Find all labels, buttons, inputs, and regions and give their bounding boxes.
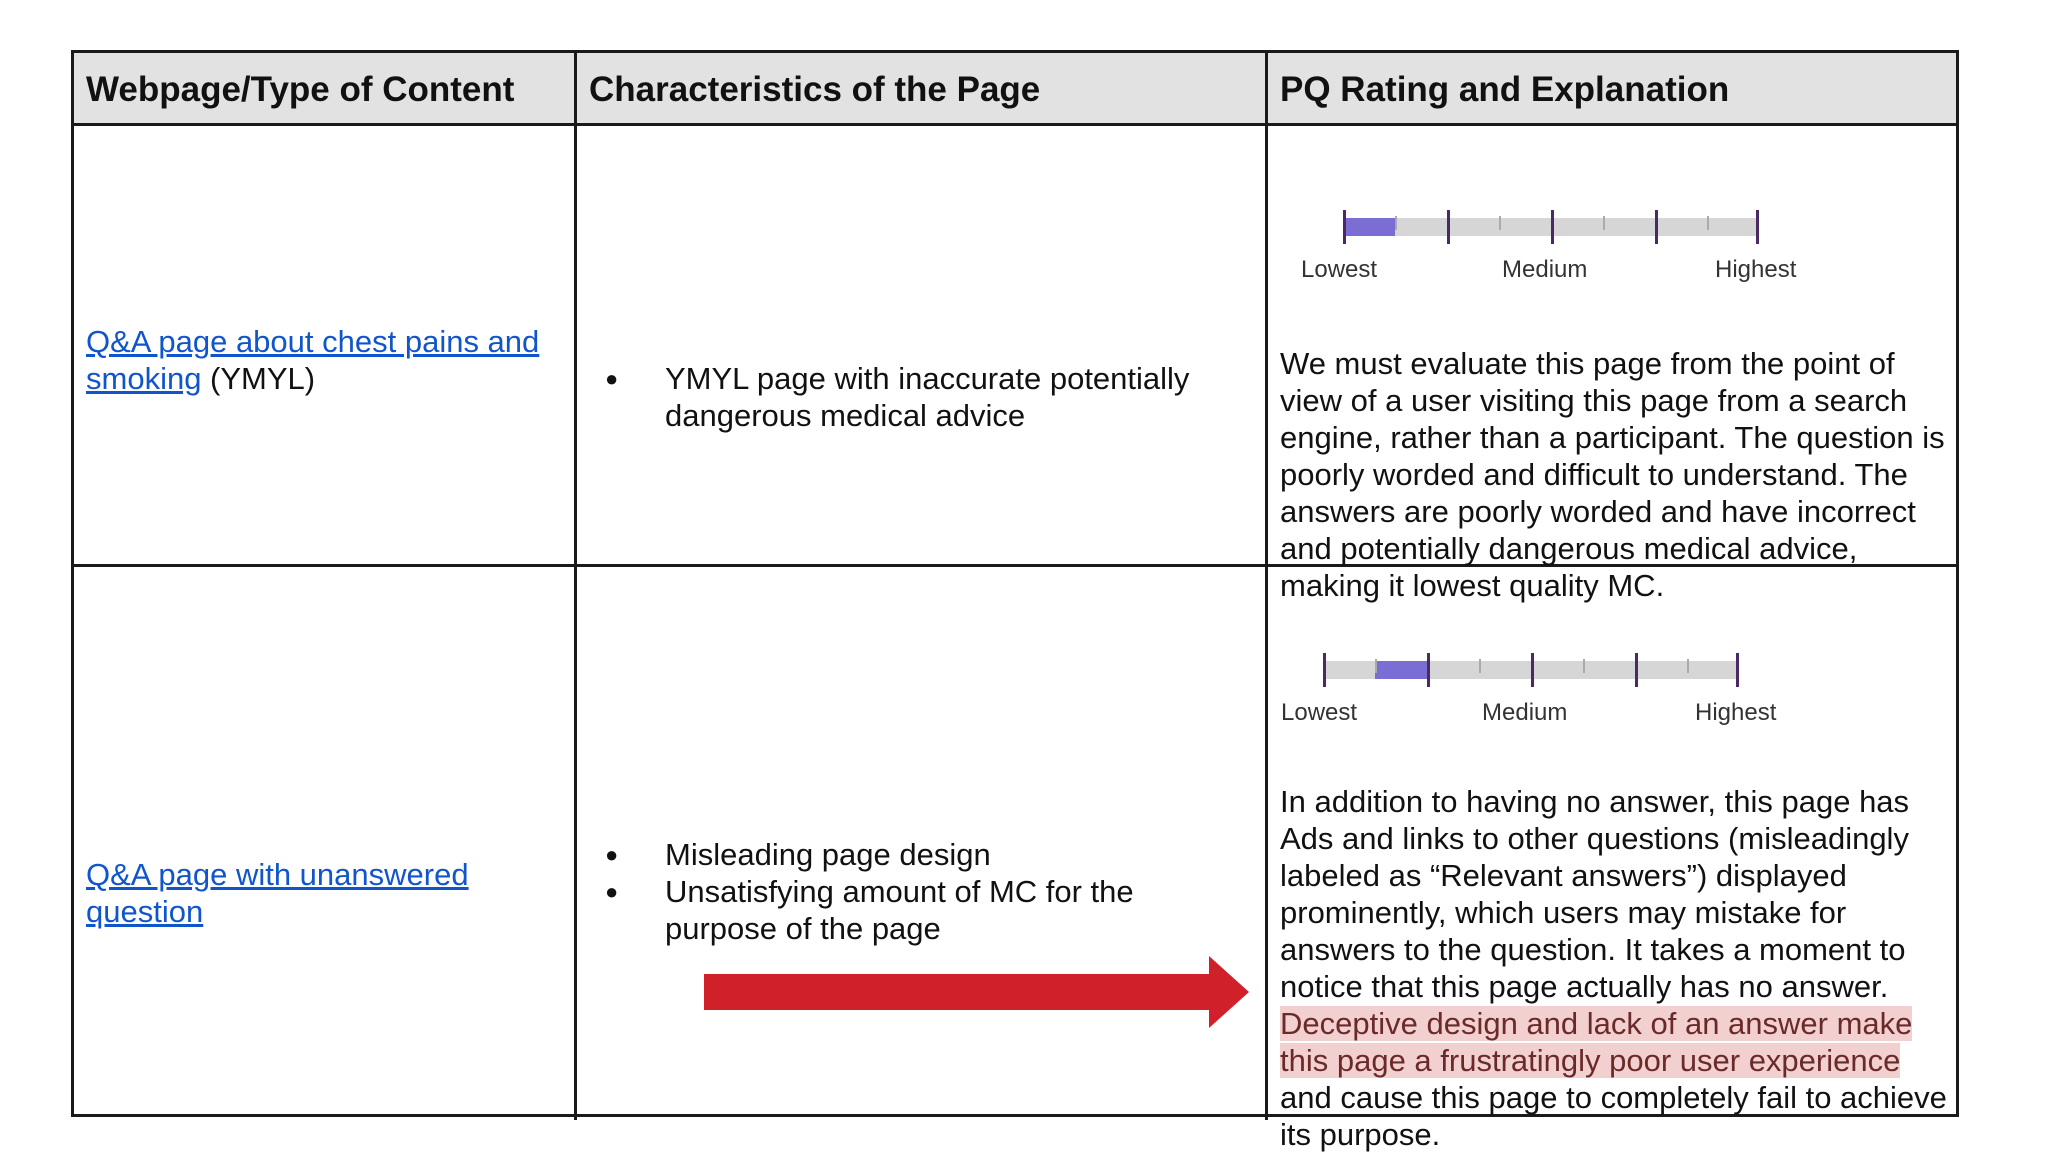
scale-label-highest: Highest [1715, 256, 1797, 283]
scale-fill [1375, 661, 1427, 679]
characteristics-cell [577, 567, 1268, 1120]
rating-cell [1268, 126, 1959, 603]
header-webpage-type: Webpage/Type of Content [74, 53, 577, 123]
header-pq-rating: PQ Rating and Explanation [1280, 70, 1730, 109]
table-row [74, 567, 1956, 1152]
characteristics-list [605, 360, 1205, 434]
chest-pains-link[interactable]: Q&A page about chest pains and smoking [86, 324, 540, 396]
scale-label-lowest: Lowest [1301, 256, 1378, 283]
characteristics-list [605, 836, 1205, 947]
rating-explanation: We must evaluate this page from the point of view of a user visiting this page from a search engine, rather than a participant. The question is poorly worded and difficult to understand. The answers are poorly worded and have incorrect and potentially dangerous medical advice, making it lowest quality MC. [1280, 346, 1945, 603]
explanation-tail: and cause this page to completely fail to achieve its purpose. [1280, 1080, 1947, 1152]
scale-label-highest: Highest [1695, 699, 1777, 726]
table-row [74, 126, 1956, 603]
unanswered-question-link[interactable]: Q&A page with unanswered question [86, 857, 469, 929]
webpage-cell [74, 567, 577, 1120]
highlighted-explanation: Deceptive design and lack of an answer make this page a frustratingly poor user experience [1280, 1006, 1913, 1078]
list-item: ● Misleading page design [605, 836, 1205, 873]
scale-label-medium: Medium [1502, 256, 1588, 283]
webpage-cell [74, 126, 577, 564]
explanation-text: In addition to having no answer, this page has Ads and links to other questions (misleadingly labeled as “Relevant answers”) displayed prominently, which users may mistake for answers to the question. It takes a moment to notice that this page actually has no answer. [1280, 784, 1910, 1004]
scale-label-medium: Medium [1482, 699, 1568, 726]
list-item: ● YMYL page with inaccurate potentially dangerous medical advice [605, 360, 1205, 434]
rating-explanation [1280, 783, 1950, 1153]
table-header-row [74, 53, 1956, 126]
scale-fill [1343, 218, 1395, 236]
characteristics-cell [577, 126, 1268, 564]
header-characteristics: Characteristics of the Page [577, 53, 1268, 123]
rating-cell [1268, 567, 1959, 1152]
ymyl-suffix: (YMYL) [201, 361, 316, 396]
red-arrow-icon [704, 956, 1249, 1028]
scale-label-lowest: Lowest [1281, 699, 1358, 726]
list-item: ● Unsatisfying amount of MC for the purpose of the page [605, 873, 1205, 947]
